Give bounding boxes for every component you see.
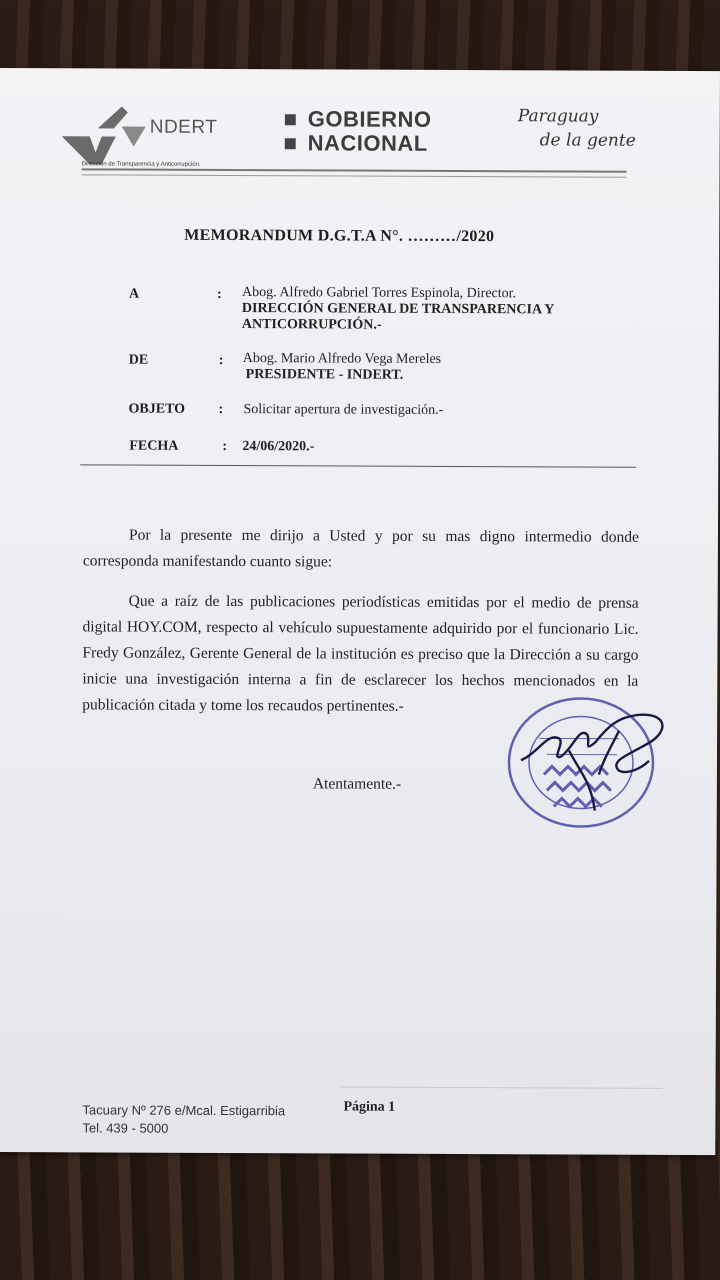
recipient-dept-2: ANTICORRUPCIÓN.- [241, 317, 382, 333]
paragraph-1-text: Por la presente me dirijo a Usted y por su mas digno intermedio donde corresponda manifestando cuanto sigue: [82, 526, 639, 571]
footer-contact [82, 1101, 285, 1138]
field-label-a: A [128, 286, 140, 302]
gov-logo-text [308, 107, 432, 156]
paragraph-2-text: Que a raíz de las publicaciones periodísticas emitidas por el medio de prensa digital HOY.COM, respecto al vehículo supuestamente adquirido por el funcionario Lic. Fredy González, Gerente General de la institución es preciso que la Dirección a su cargo inicie una investigación interna a fin de esclarecer los hechos mencionados en la publicación citada y tome los recaudos pertinentes.- [82, 592, 639, 715]
gov-line-2: NACIONAL [307, 130, 428, 156]
field-colon-de: : [218, 352, 224, 368]
wooden-table-top [0, 0, 720, 75]
sender-name: Abog. Mario Alfredo Vega Mereles [242, 351, 442, 367]
field-value-objeto: Solicitar apertura de investigación.- [243, 402, 444, 418]
fields-divider [80, 464, 636, 467]
field-value-a [242, 285, 555, 334]
closing: Atentamente.- [312, 775, 402, 793]
header-divider [82, 168, 627, 177]
field-value-fecha [242, 439, 314, 455]
footer-divider [341, 1086, 663, 1088]
field-colon-fecha: : [222, 438, 228, 454]
field-value-de [243, 351, 442, 384]
org-name: NDERT [149, 116, 218, 138]
official-stamp-icon [499, 690, 670, 831]
paragraph-1 [83, 522, 639, 576]
memo-title: MEMORANDUM D.G.T.A N°. ………/2020 [184, 226, 495, 246]
gov-line-1: GOBIERNO [307, 106, 432, 132]
memo-page [0, 68, 720, 1155]
gov-squares-icon [285, 112, 297, 154]
recipient-dept-1: DIRECCIÓN GENERAL DE TRANSPARENCIA Y [241, 301, 555, 318]
field-label-objeto: OBJETO [128, 401, 186, 417]
slogan-line-1: Paraguay [517, 106, 599, 127]
footer-phone: Tel. 439 - 5000 [82, 1120, 169, 1136]
sender-role: PRESIDENTE - INDERT. [245, 367, 404, 383]
field-label-fecha: FECHA [129, 438, 179, 454]
slogan [518, 104, 636, 153]
wooden-table-bottom [0, 1140, 720, 1280]
page-number: Página 1 [343, 1099, 396, 1115]
recipient-name: Abog. Alfredo Gabriel Torres Espinola, Director. [241, 285, 517, 302]
field-colon-objeto: : [218, 401, 224, 417]
field-colon-a: : [216, 286, 222, 302]
footer-address: Tacuary Nº 276 e/Mcal. Estigarribia [82, 1102, 286, 1119]
field-label-de: DE [128, 352, 149, 368]
slogan-line-2: de la gente [539, 130, 636, 151]
org-subtitle: Dirección de Transparencia y Anticorrupción. [81, 161, 201, 168]
memo-date: 24/06/2020.- [242, 439, 315, 455]
